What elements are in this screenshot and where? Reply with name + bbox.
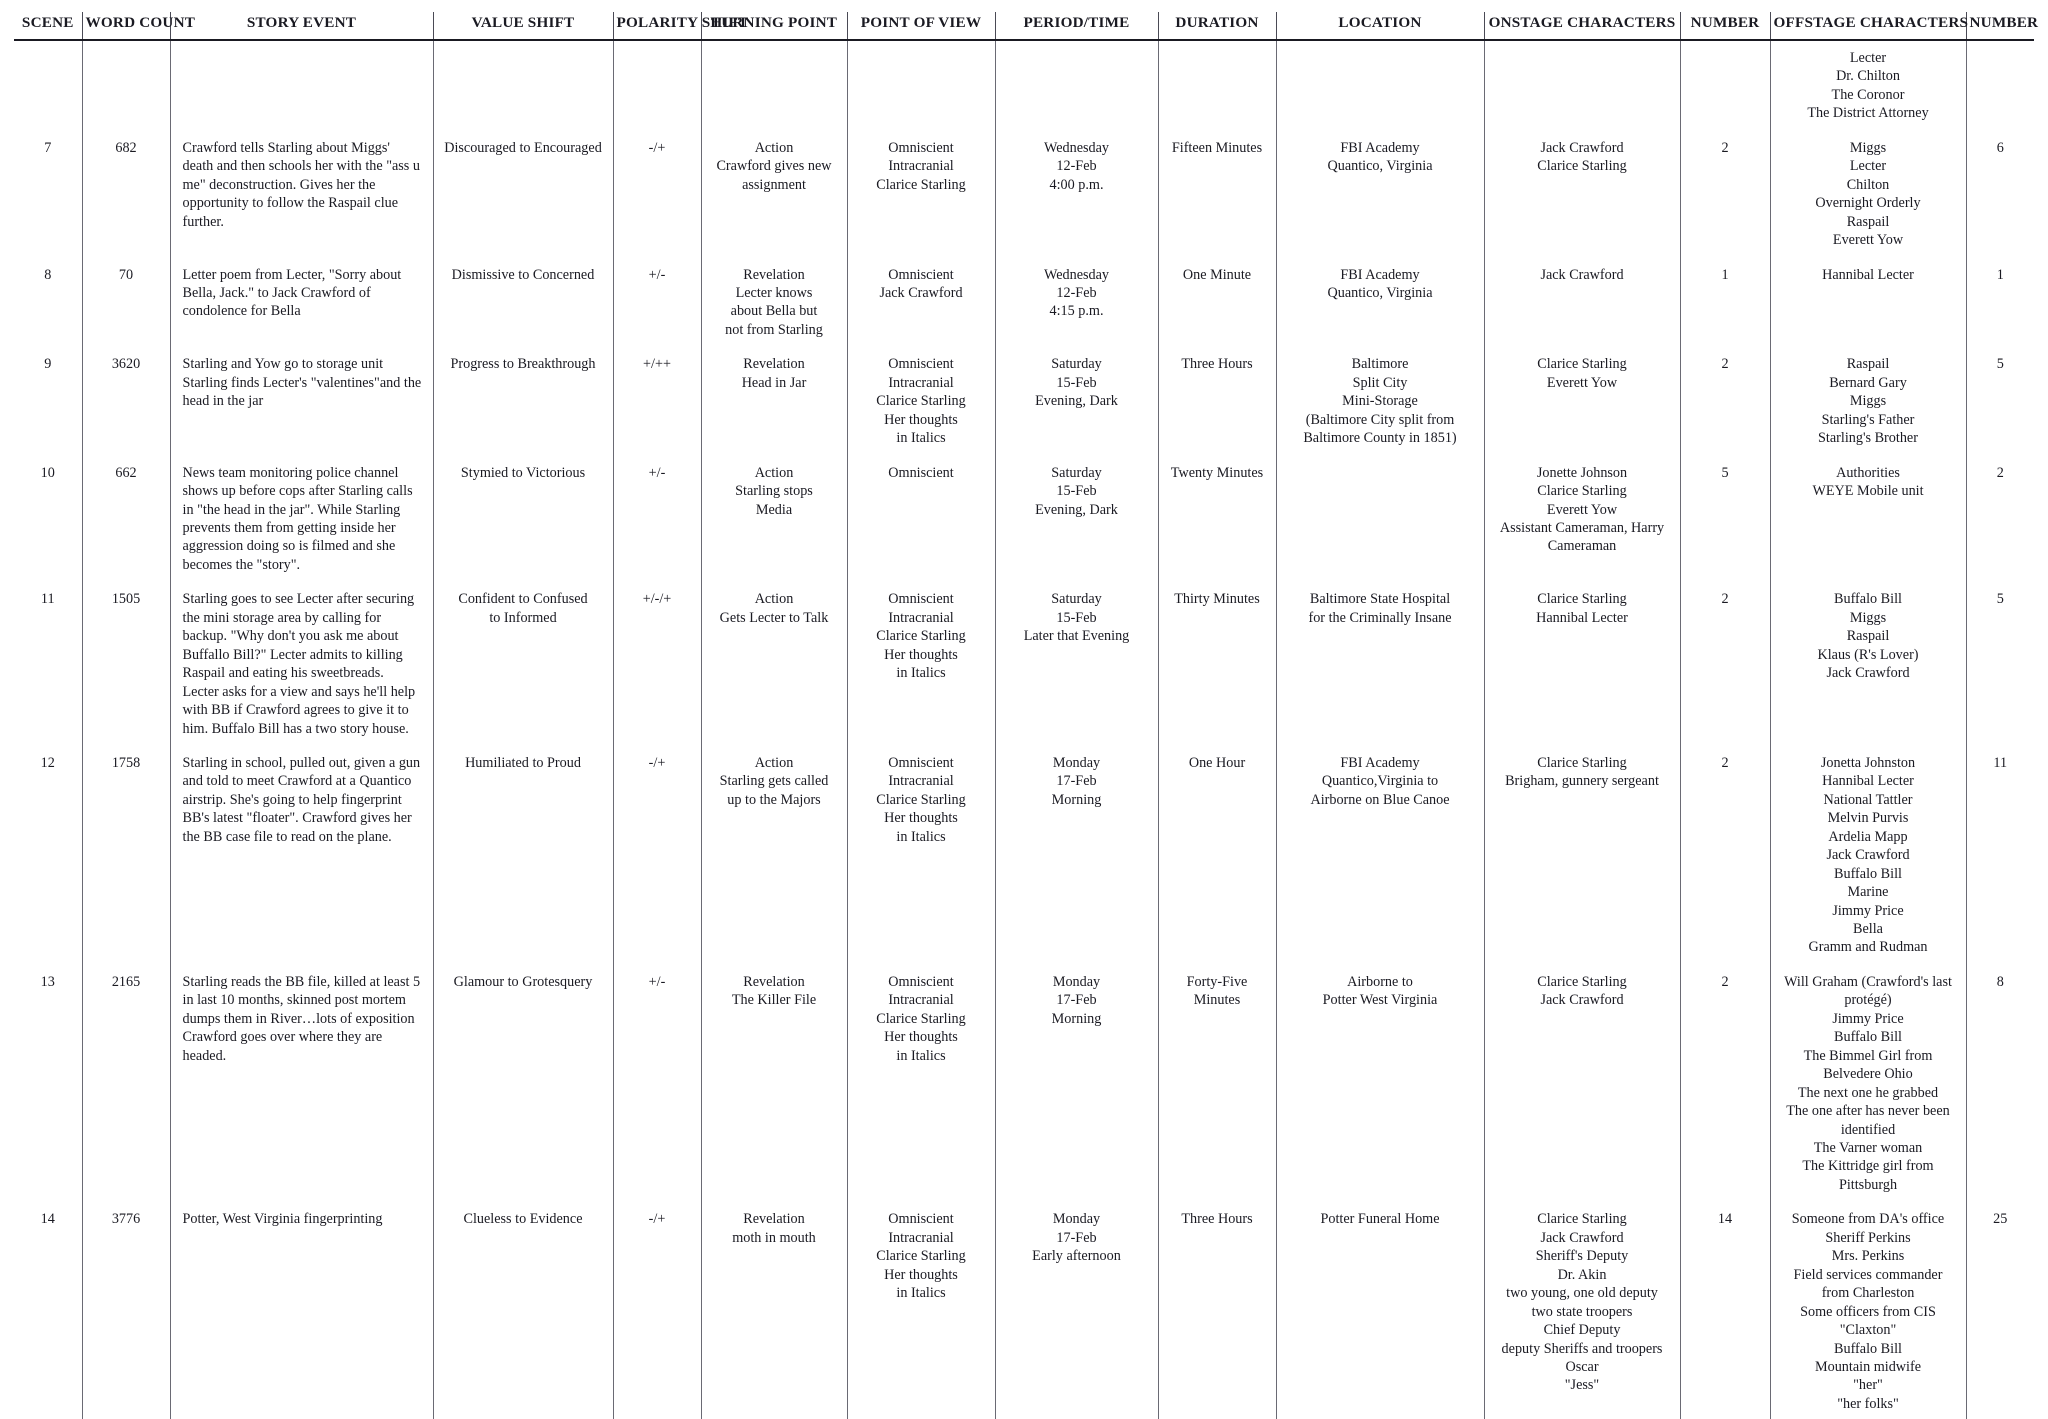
cell-onstage-characters-text: Jack Crawford Clarice Starling — [1537, 139, 1627, 175]
cell-story-event-text: Potter, West Virginia fingerprinting — [182, 1211, 383, 1228]
cell-onstage-number-text: 2 — [1721, 754, 1729, 771]
cell-duration-text: Three Hours — [1181, 1211, 1253, 1228]
cell-word-count — [82, 744, 170, 963]
cell-polarity-shift — [613, 580, 701, 744]
cell-point-of-view — [847, 256, 995, 346]
cell-period-time-text — [996, 41, 1158, 55]
cell-offstage-number-text — [1967, 41, 2035, 55]
cell-onstage-characters — [1484, 580, 1680, 744]
cell-period-time — [995, 345, 1158, 453]
cell-location-text: FBI Academy Quantico, Virginia — [1327, 139, 1433, 175]
cell-onstage-number — [1680, 345, 1770, 453]
cell-location-text: Potter Funeral Home — [1320, 1211, 1440, 1228]
cell-scene-text: 9 — [44, 356, 52, 373]
cell-word-count — [82, 580, 170, 744]
story-grid-table — [14, 12, 2039, 1419]
cell-story-event-text — [171, 41, 433, 55]
cell-period-time-text: Saturday 15-Feb Later that Evening — [1023, 591, 1130, 645]
cell-period-time — [995, 744, 1158, 963]
cell-period-time-text: Monday 17-Feb Early afternoon — [1032, 1211, 1121, 1265]
cell-point-of-view-text: Omniscient — [888, 464, 954, 481]
cell-scene — [14, 345, 82, 453]
cell-word-count-text — [83, 41, 170, 55]
cell-onstage-characters-text: Clarice Starling Everett Yow — [1537, 356, 1627, 391]
cell-point-of-view — [847, 1200, 995, 1419]
cell-duration — [1158, 580, 1276, 744]
cell-polarity-shift-text: +/++ — [643, 356, 671, 373]
cell-onstage-number-text: 14 — [1717, 1211, 1733, 1228]
cell-onstage-characters-text: Jack Crawford — [1540, 266, 1624, 283]
cell-onstage-number — [1680, 256, 1770, 346]
cell-offstage-number — [1966, 256, 2034, 346]
cell-scene-text — [14, 41, 82, 55]
cell-turning-point-text: Revelation Head in Jar — [741, 356, 807, 391]
cell-duration-text: One Minute — [1182, 266, 1252, 283]
cell-location-text: FBI Academy Quantico,Virginia to Airborne on Blue Canoe — [1310, 754, 1450, 808]
cell-point-of-view-text: Omniscient Intracranial Clarice Starling Her thoughts in Italics — [876, 754, 966, 845]
cell-turning-point — [701, 40, 847, 129]
cell-offstage-characters-text: Buffalo Bill Miggs Raspail Klaus (R's Lover) Jack Crawford — [1817, 591, 1919, 682]
cell-offstage-characters-text: Someone from DA's office Sheriff Perkins Mrs. Perkins Field services commander from Charleston Some officers from CIS "Claxton" Buffalo Bill Mountain midwife "her" "her folks" — [1791, 1211, 1945, 1412]
cell-scene — [14, 129, 82, 256]
cell-onstage-characters — [1484, 345, 1680, 453]
cell-offstage-number-text: 2 — [1996, 464, 2004, 481]
cell-turning-point-text — [702, 41, 847, 55]
cell-offstage-number-text: 5 — [1996, 591, 2004, 608]
cell-polarity-shift — [613, 744, 701, 963]
table-row — [14, 256, 2034, 346]
cell-offstage-number — [1966, 129, 2034, 256]
cell-onstage-number-text: 2 — [1721, 973, 1729, 990]
cell-onstage-characters-text: Jonette Johnson Clarice Starling Everett Yow Assistant Cameraman, Harry Cameraman — [1499, 464, 1665, 555]
cell-location-text: Baltimore State Hospital for the Criminally Insane — [1308, 591, 1452, 626]
cell-word-count — [82, 1200, 170, 1419]
cell-polarity-shift-text: +/- — [648, 464, 666, 481]
cell-scene — [14, 40, 82, 129]
cell-duration-text: Three Hours — [1181, 356, 1253, 373]
cell-offstage-characters — [1770, 345, 1966, 453]
cell-location-text: Baltimore Split City Mini-Storage (Baltimore City split from Baltimore County in 1851) — [1303, 356, 1457, 447]
cell-onstage-number-text: 2 — [1721, 356, 1729, 373]
cell-turning-point — [701, 580, 847, 744]
cell-offstage-number-text: 11 — [1993, 754, 2008, 771]
column-header-word-count: WORD COUNT — [82, 12, 170, 40]
cell-word-count-text: 1505 — [111, 591, 141, 608]
cell-word-count-text: 662 — [115, 464, 137, 481]
cell-offstage-number — [1966, 40, 2034, 129]
cell-story-event-text: News team monitoring police channel shows up before cops after Starling calls in "the head in the jar". While Starling prevents them from getting inside her aggression doing so is filmed and she becomes the "story". — [182, 464, 413, 573]
cell-word-count-text: 3620 — [111, 356, 141, 373]
cell-polarity-shift-text: +/- — [648, 266, 666, 283]
cell-onstage-number-text: 2 — [1721, 591, 1729, 608]
cell-period-time-text: Monday 17-Feb Morning — [1051, 754, 1102, 808]
cell-polarity-shift — [613, 256, 701, 346]
cell-value-shift — [433, 256, 613, 346]
cell-onstage-characters-text — [1485, 41, 1680, 55]
cell-location — [1276, 129, 1484, 256]
cell-turning-point — [701, 256, 847, 346]
cell-word-count-text: 2165 — [111, 973, 141, 990]
cell-period-time-text: Monday 17-Feb Morning — [1051, 973, 1102, 1027]
cell-onstage-number — [1680, 744, 1770, 963]
cell-polarity-shift-text: -/+ — [648, 754, 666, 771]
cell-point-of-view-text: Omniscient Intracranial Clarice Starling Her thoughts in Italics — [876, 973, 966, 1064]
cell-period-time — [995, 963, 1158, 1200]
column-header-value-shift: VALUE SHIFT — [433, 12, 613, 40]
cell-value-shift — [433, 1200, 613, 1419]
cell-turning-point-text: Action Gets Lecter to Talk — [719, 591, 829, 626]
cell-word-count-text: 70 — [118, 266, 134, 283]
cell-story-event — [170, 345, 433, 453]
cell-polarity-shift — [613, 129, 701, 256]
cell-turning-point-text: Action Crawford gives new assignment — [716, 139, 832, 193]
cell-word-count — [82, 454, 170, 581]
cell-value-shift-text: Dismissive to Concerned — [451, 266, 595, 283]
cell-offstage-characters-text: Will Graham (Crawford's last protégé) Jimmy Price Buffalo Bill The Bimmel Girl from Belvedere Ohio The next one he grabbed The one after has never been identified The Varner woman The Kittridge girl from Pittsburgh — [1784, 973, 1952, 1193]
cell-location — [1276, 40, 1484, 129]
cell-offstage-characters — [1770, 454, 1966, 581]
cell-onstage-number — [1680, 963, 1770, 1200]
cell-word-count — [82, 345, 170, 453]
cell-turning-point-text: Action Starling gets called up to the Majors — [719, 754, 829, 808]
cell-duration — [1158, 129, 1276, 256]
cell-scene — [14, 1200, 82, 1419]
cell-point-of-view-text: Omniscient Intracranial Clarice Starling — [876, 139, 966, 193]
cell-offstage-characters-text: Raspail Bernard Gary Miggs Starling's Father Starling's Brother — [1818, 356, 1918, 447]
cell-word-count-text: 1758 — [111, 754, 141, 771]
cell-onstage-characters-text: Clarice Starling Jack Crawford — [1537, 973, 1627, 1009]
cell-location — [1276, 580, 1484, 744]
table-row — [14, 1200, 2034, 1419]
cell-story-event-text: Starling and Yow go to storage unit Starling finds Lecter's "valentines"and the head in the jar — [182, 356, 422, 410]
cell-point-of-view — [847, 580, 995, 744]
cell-point-of-view — [847, 963, 995, 1200]
cell-polarity-shift-text: -/+ — [648, 139, 666, 156]
cell-turning-point — [701, 963, 847, 1200]
cell-story-event — [170, 580, 433, 744]
table-body — [14, 40, 2034, 1419]
cell-story-event — [170, 454, 433, 581]
cell-point-of-view-text: Omniscient Intracranial Clarice Starling Her thoughts in Italics — [876, 1211, 966, 1302]
cell-offstage-characters-text: Lecter Dr. Chilton The Coronor The District Attorney — [1807, 50, 1929, 122]
cell-onstage-number — [1680, 129, 1770, 256]
cell-turning-point-text: Action Starling stops Media — [735, 464, 813, 518]
cell-polarity-shift — [613, 40, 701, 129]
cell-period-time — [995, 454, 1158, 581]
cell-location-text: FBI Academy Quantico, Virginia — [1327, 266, 1433, 301]
cell-onstage-number-text: 1 — [1721, 266, 1729, 283]
cell-offstage-number-text: 25 — [1993, 1211, 2008, 1228]
cell-point-of-view — [847, 129, 995, 256]
cell-story-event-text: Starling in school, pulled out, given a gun and told to meet Crawford at a Quantico airstrip. She's going to help fingerprint BB's latest "floater". Crawford gives her the BB case file to read on the plane. — [182, 754, 421, 845]
cell-period-time-text: Wednesday 12-Feb 4:15 p.m. — [1043, 266, 1110, 320]
cell-offstage-characters — [1770, 580, 1966, 744]
cell-value-shift-text: Clueless to Evidence — [463, 1211, 583, 1228]
table-row — [14, 454, 2034, 581]
table-row — [14, 129, 2034, 256]
table-row — [14, 963, 2034, 1200]
cell-offstage-characters — [1770, 963, 1966, 1200]
cell-scene — [14, 580, 82, 744]
cell-duration — [1158, 345, 1276, 453]
cell-onstage-characters-text: Clarice Starling Brigham, gunnery sergeant — [1505, 754, 1659, 790]
cell-value-shift — [433, 129, 613, 256]
cell-scene — [14, 744, 82, 963]
column-header-scene: SCENE — [14, 12, 82, 40]
cell-value-shift — [433, 580, 613, 744]
cell-value-shift — [433, 40, 613, 129]
cell-period-time-text: Wednesday 12-Feb 4:00 p.m. — [1043, 139, 1110, 193]
cell-onstage-number-text — [1681, 41, 1770, 55]
cell-point-of-view — [847, 454, 995, 581]
cell-onstage-characters — [1484, 256, 1680, 346]
cell-onstage-characters — [1484, 40, 1680, 129]
cell-duration-text — [1159, 41, 1276, 55]
cell-story-event-text: Letter poem from Lecter, "Sorry about Bella, Jack." to Jack Crawford of condolence for Bella — [182, 266, 402, 320]
cell-location-text — [1277, 454, 1484, 470]
cell-location — [1276, 963, 1484, 1200]
cell-value-shift — [433, 744, 613, 963]
cell-polarity-shift — [613, 963, 701, 1200]
cell-scene-text: 13 — [40, 973, 55, 990]
cell-value-shift — [433, 454, 613, 581]
cell-onstage-number — [1680, 580, 1770, 744]
cell-turning-point — [701, 454, 847, 581]
cell-duration — [1158, 454, 1276, 581]
cell-onstage-characters — [1484, 129, 1680, 256]
cell-value-shift-text: Stymied to Victorious — [460, 464, 586, 481]
cell-point-of-view-text — [848, 41, 995, 55]
cell-location — [1276, 256, 1484, 346]
cell-scene-text: 10 — [40, 464, 55, 481]
cell-value-shift — [433, 345, 613, 453]
cell-word-count-text: 682 — [115, 139, 137, 156]
cell-word-count — [82, 129, 170, 256]
cell-polarity-shift-text: +/-/+ — [642, 591, 672, 608]
cell-onstage-characters — [1484, 1200, 1680, 1419]
cell-story-event — [170, 1200, 433, 1419]
cell-offstage-number — [1966, 963, 2034, 1200]
cell-value-shift — [433, 963, 613, 1200]
cell-value-shift-text — [434, 41, 613, 55]
cell-period-time — [995, 580, 1158, 744]
cell-duration — [1158, 744, 1276, 963]
cell-offstage-characters-text: Jonetta Johnston Hannibal Lecter National Tattler Melvin Purvis Ardelia Mapp Jack Crawford Buffalo Bill Marine Jimmy Price Bella Gramm and Rudman — [1808, 754, 1928, 956]
cell-offstage-number — [1966, 744, 2034, 963]
column-header-offstage-number: NUMBER — [1966, 12, 2034, 40]
cell-location-text — [1277, 41, 1484, 55]
cell-offstage-characters — [1770, 40, 1966, 129]
cell-location — [1276, 744, 1484, 963]
cell-offstage-number — [1966, 345, 2034, 453]
cell-scene — [14, 256, 82, 346]
cell-word-count-text: 3776 — [111, 1211, 141, 1228]
cell-scene — [14, 454, 82, 581]
column-header-period-time: PERIOD/TIME — [995, 12, 1158, 40]
cell-point-of-view — [847, 345, 995, 453]
cell-offstage-characters — [1770, 256, 1966, 346]
cell-story-event — [170, 744, 433, 963]
column-header-point-of-view: POINT OF VIEW — [847, 12, 995, 40]
cell-offstage-number — [1966, 454, 2034, 581]
cell-period-time — [995, 1200, 1158, 1419]
cell-duration-text: One Hour — [1188, 754, 1246, 771]
cell-story-event — [170, 40, 433, 129]
cell-offstage-characters — [1770, 1200, 1966, 1419]
cell-offstage-number — [1966, 1200, 2034, 1419]
cell-story-event-text: Starling goes to see Lecter after securing the mini storage area by calling for backup. "Why don't you ask me about Buffallo Bill?" Lecter admits to killing Raspail and eating his sweetbreads. Lecter asks for a view and says he'll help with BB if Crawford agrees to give it to him. Buffalo Bill has a two story house. — [182, 591, 416, 737]
cell-turning-point-text: Revelation Lecter knows about Bella but not from Starling — [725, 266, 823, 338]
cell-offstage-number-text: 8 — [1996, 973, 2004, 990]
cell-value-shift-text: Glamour to Grotesquery — [453, 973, 593, 990]
column-header-story-event: STORY EVENT — [170, 12, 433, 40]
column-header-onstage-number: NUMBER — [1680, 12, 1770, 40]
cell-onstage-characters — [1484, 963, 1680, 1200]
cell-turning-point — [701, 129, 847, 256]
cell-word-count — [82, 40, 170, 129]
cell-duration — [1158, 256, 1276, 346]
cell-location-text: Airborne to Potter West Virginia — [1322, 973, 1438, 1009]
table-row — [14, 580, 2034, 744]
cell-period-time-text: Saturday 15-Feb Evening, Dark — [1035, 464, 1118, 518]
cell-period-time-text: Saturday 15-Feb Evening, Dark — [1035, 356, 1118, 410]
cell-value-shift-text: Discouraged to Encouraged — [444, 139, 602, 156]
cell-duration — [1158, 963, 1276, 1200]
table-row — [14, 345, 2034, 453]
cell-scene-text: 14 — [40, 1211, 55, 1228]
column-header-polarity-shift: POLARITY SHIFT — [613, 12, 701, 40]
table-row — [14, 744, 2034, 963]
cell-turning-point-text: Revelation The Killer File — [731, 973, 817, 1009]
cell-point-of-view-text: Omniscient Intracranial Clarice Starling Her thoughts in Italics — [876, 356, 966, 447]
cell-polarity-shift-text: -/+ — [648, 1211, 666, 1228]
cell-onstage-number — [1680, 40, 1770, 129]
cell-polarity-shift-text — [614, 41, 701, 55]
cell-story-event — [170, 129, 433, 256]
cell-offstage-characters-text: Authorities WEYE Mobile unit — [1812, 464, 1924, 500]
cell-offstage-characters — [1770, 744, 1966, 963]
cell-turning-point — [701, 744, 847, 963]
cell-story-event — [170, 256, 433, 346]
cell-location — [1276, 345, 1484, 453]
cell-scene-text: 12 — [40, 754, 55, 771]
cell-story-event — [170, 963, 433, 1200]
column-header-onstage-characters: ONSTAGE CHARACTERS — [1484, 12, 1680, 40]
cell-scene-text: 7 — [44, 139, 52, 156]
cell-word-count — [82, 963, 170, 1200]
cell-period-time — [995, 40, 1158, 129]
cell-offstage-number-text: 6 — [1996, 139, 2004, 156]
cell-duration — [1158, 40, 1276, 129]
cell-offstage-characters-text: Miggs Lecter Chilton Overnight Orderly Raspail Everett Yow — [1815, 139, 1921, 249]
column-header-turning-point: TURNING POINT — [701, 12, 847, 40]
cell-offstage-number — [1966, 580, 2034, 744]
cell-duration-text: Forty-Five Minutes — [1186, 973, 1248, 1009]
cell-onstage-characters-text: Clarice Starling Jack Crawford Sheriff's Deputy Dr. Akin two young, one old deputy two state troopers Chief Deputy deputy Sheriffs and troopers Oscar "Jess" — [1501, 1211, 1663, 1394]
cell-onstage-characters — [1484, 454, 1680, 581]
cell-duration-text: Fifteen Minutes — [1171, 139, 1263, 156]
cell-story-event-text: Crawford tells Starling about Miggs' death and then schools her with the "ass u me" deconstruction. Gives her the opportunity to follow the Raspail clue further. — [182, 139, 420, 230]
column-header-offstage-characters: OFFSTAGE CHARACTERS — [1770, 12, 1966, 40]
cell-turning-point-text: Revelation moth in mouth — [732, 1211, 816, 1246]
cell-value-shift-text: Confident to Confused to Informed — [458, 591, 588, 626]
header-row — [14, 12, 2034, 40]
table-header — [14, 12, 2039, 40]
cell-point-of-view-text: Omniscient Jack Crawford — [879, 266, 963, 301]
column-header-location: LOCATION — [1276, 12, 1484, 40]
cell-point-of-view-text: Omniscient Intracranial Clarice Starling Her thoughts in Italics — [876, 591, 966, 682]
cell-turning-point — [701, 345, 847, 453]
cell-offstage-characters-text: Hannibal Lecter — [1822, 266, 1914, 283]
cell-offstage-number-text: 5 — [1996, 356, 2004, 373]
cell-point-of-view — [847, 744, 995, 963]
cell-onstage-number — [1680, 1200, 1770, 1419]
cell-polarity-shift — [613, 345, 701, 453]
cell-value-shift-text: Humiliated to Proud — [465, 754, 581, 771]
cell-point-of-view — [847, 40, 995, 129]
cell-onstage-characters — [1484, 744, 1680, 963]
table-row-continuation — [14, 40, 2034, 129]
cell-period-time — [995, 256, 1158, 346]
cell-polarity-shift-text: +/- — [648, 973, 666, 990]
cell-value-shift-text: Progress to Breakthrough — [450, 356, 596, 373]
cell-scene-text: 8 — [44, 266, 52, 283]
cell-onstage-number — [1680, 454, 1770, 581]
cell-duration-text: Thirty Minutes — [1174, 591, 1260, 608]
cell-location — [1276, 454, 1484, 581]
cell-scene — [14, 963, 82, 1200]
cell-word-count — [82, 256, 170, 346]
cell-onstage-number-text: 5 — [1721, 464, 1729, 481]
story-grid-page — [0, 12, 2048, 1412]
cell-polarity-shift — [613, 454, 701, 581]
cell-story-event-text: Starling reads the BB file, killed at least 5 in last 10 months, skinned post mortem dumps them in River…lots of exposition Crawford goes over where they are headed. — [182, 973, 421, 1064]
cell-duration — [1158, 1200, 1276, 1419]
cell-onstage-characters-text: Clarice Starling Hannibal Lecter — [1536, 591, 1628, 626]
cell-scene-text: 11 — [40, 591, 55, 608]
cell-duration-text: Twenty Minutes — [1170, 464, 1264, 481]
cell-polarity-shift — [613, 1200, 701, 1419]
cell-offstage-characters — [1770, 129, 1966, 256]
cell-location — [1276, 1200, 1484, 1419]
column-header-duration: DURATION — [1158, 12, 1276, 40]
cell-turning-point — [701, 1200, 847, 1419]
cell-offstage-number-text: 1 — [1996, 266, 2004, 283]
cell-onstage-number-text: 2 — [1721, 139, 1729, 156]
cell-period-time — [995, 129, 1158, 256]
